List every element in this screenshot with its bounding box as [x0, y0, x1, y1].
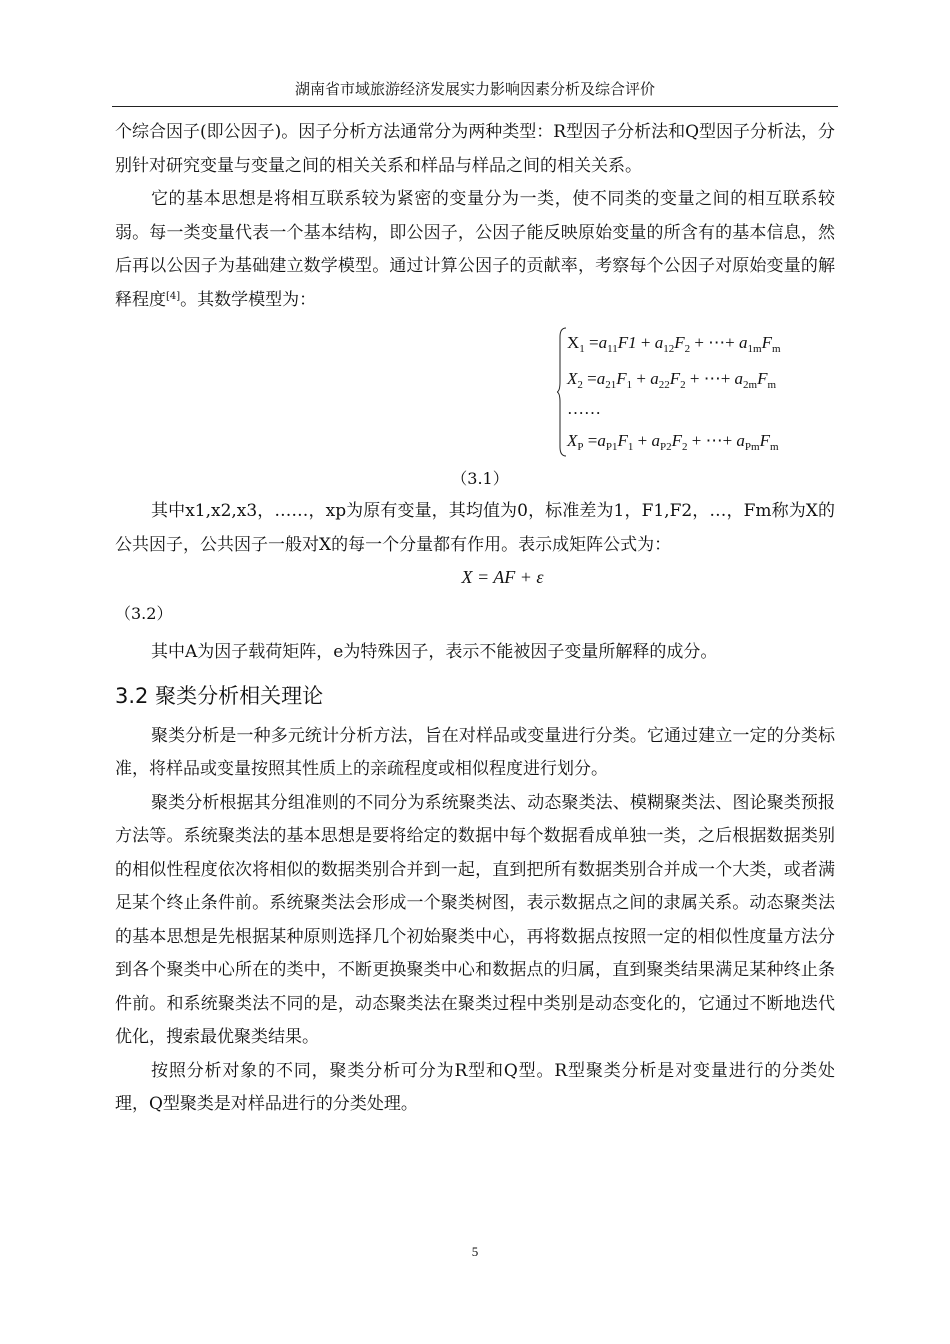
- equation-number-3-1: （3.1）: [451, 469, 509, 488]
- paragraph-cluster-methods: 聚类分析根据其分组准则的不同分为系统聚类法、动态聚类法、模糊聚类法、图论聚类预报方法等。系统聚类法的基本思想是要将给定的数据中每个数据看成单独一类，之后根据数据类别的相似性程度依次将相似的数据类别合并到一起，直到把所有数据类别合并成一个大类，或者满足某个终止条件前。系统聚类法会形成一个聚类树图，表示数据点之间的隶属关系。动态聚类法的基本思想是先根据某种原则选择几个初始聚类中心，再将数据点按照一定的相似性度量方法分到各个聚类中心所在的类中，不断更换聚类中心和数据点的归属，直到聚类结果满足某种终止条件前。和系统聚类法不同的是，动态聚类法在聚类过程中类别是动态变化的，它通过不断地迭代优化，搜索最优聚类结果。: [115, 792, 835, 1047]
- paragraph-loading-matrix: 其中A为因子载荷矩阵，e为特殊因子，表示不能被因子变量所解释的成分。: [151, 642, 718, 662]
- paragraph-basic-idea-text: 它的基本思想是将相互联系较为紧密的变量分为一类，使不同类的变量之间的相互联系较弱。每一类变量代表一个基本结构，即公因子，公因子能反映原始变量的所含有的基本信息，然后再以公因子为基础建立数学模型。通过计算公因子的贡献率，考察每个公因子对原始变量的解释程度: [115, 189, 835, 310]
- section-heading: 3.2 聚类分析相关理论: [115, 683, 324, 708]
- citation-ref: [4]: [166, 290, 181, 302]
- equation-row-ellipsis: ……: [567, 399, 601, 418]
- paragraph-cluster-intro: 聚类分析是一种多元统计分析方法，旨在对样品或变量进行分类。它通过建立一定的分类标准，将样品或变量按照其性质上的亲疏程度或相似程度进行划分。: [115, 725, 835, 779]
- matrix-formula: X = AF + ε: [461, 567, 544, 587]
- equation-row-p: $X_P =a_{P1}F_1 + a_{P2}F_2$ + ⋯+ $a_{Pm}F_m$: [567, 431, 779, 453]
- equation-row-1: $X_1 =a_{11}F1 + a_{12}F_2$ + ⋯+ $a_{1m}F_m$: [567, 333, 781, 355]
- paragraph-basic-idea: [115, 183, 835, 317]
- page-content: [115, 116, 835, 1122]
- paragraph-factor-types: 个综合因子(即公因子)。因子分析方法通常分为两种类型：R型因子分析法和Q型因子分析法，分别针对研究变量与变量之间的相关关系和样品与样品之间的相关关系。: [115, 122, 835, 176]
- page-number: 5: [471, 1244, 479, 1259]
- equation-system: [115, 317, 835, 465]
- paragraph-cluster-types: 按照分析对象的不同，聚类分析可分为R型和Q型。R型聚类分析是对变量进行的分类处理，Q型聚类是对样品进行的分类处理。: [115, 1060, 835, 1114]
- left-brace-icon: [557, 327, 567, 457]
- paragraph-variables: 其中x1,x2,x3，……，xp为原有变量，其均值为0，标准差为1，F1,F2，…，Fm称为X的公共因子，公共因子一般对X的每一个分量都有作用。表示成矩阵公式为：: [115, 501, 835, 555]
- equation-row-2: $X_2 =a_{21}F_1 + a_{22}F_2$ + ⋯+ $a_{2m}F_m$: [567, 369, 777, 391]
- running-header: 湖南省市域旅游经济发展实力影响因素分析及综合评价: [112, 76, 838, 107]
- paragraph-basic-idea-tail: 。其数学模型为：: [180, 289, 317, 310]
- equation-number-3-2: （3.2）: [115, 604, 173, 623]
